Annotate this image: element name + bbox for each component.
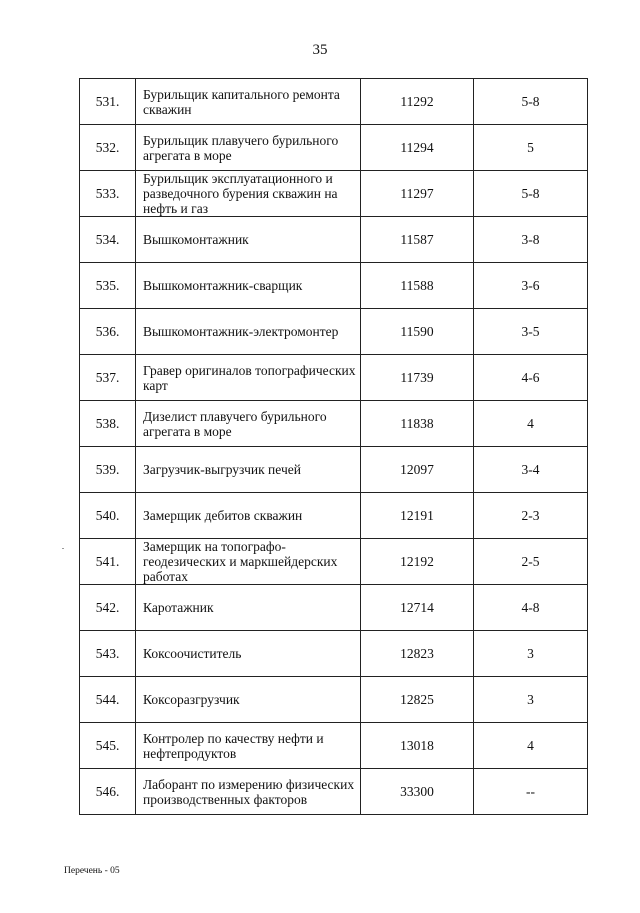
qualification-category: 2-5 <box>474 539 588 585</box>
qualification-category: 4 <box>474 723 588 769</box>
table-row <box>80 539 588 585</box>
profession-name: Замерщик дебитов скважин <box>136 493 361 539</box>
profession-code: 11588 <box>361 263 474 309</box>
table-row <box>80 125 588 171</box>
profession-name: Вышкомонтажник-сварщик <box>136 263 361 309</box>
table-row <box>80 263 588 309</box>
row-number: 541. <box>80 539 136 585</box>
profession-code: 12825 <box>361 677 474 723</box>
profession-code: 11590 <box>361 309 474 355</box>
page-number: 35 <box>312 42 328 58</box>
table-row <box>80 769 588 815</box>
profession-name: Дизелист плавучего бурильного агрегата в море <box>136 401 361 447</box>
qualification-category: 4-8 <box>474 585 588 631</box>
qualification-category: 5-8 <box>474 79 588 125</box>
profession-name: Загрузчик-выгрузчик печей <box>136 447 361 493</box>
profession-code: 12097 <box>361 447 474 493</box>
row-number: 546. <box>80 769 136 815</box>
qualification-category: 3-6 <box>474 263 588 309</box>
profession-name: Бурильщик плавучего бурильного агрегата в море <box>136 125 361 171</box>
profession-code: 12192 <box>361 539 474 585</box>
qualification-category: 5 <box>474 125 588 171</box>
row-number: 532. <box>80 125 136 171</box>
row-number: 536. <box>80 309 136 355</box>
profession-code: 12714 <box>361 585 474 631</box>
scan-mark <box>62 548 64 549</box>
row-number: 533. <box>80 171 136 217</box>
row-number: 542. <box>80 585 136 631</box>
profession-table <box>79 78 588 815</box>
profession-name: Вышкомонтажник-электромонтер <box>136 309 361 355</box>
table-row <box>80 677 588 723</box>
table-row <box>80 79 588 125</box>
profession-code: 11294 <box>361 125 474 171</box>
qualification-category: -- <box>474 769 588 815</box>
qualification-category: 4 <box>474 401 588 447</box>
qualification-category: 5-8 <box>474 171 588 217</box>
profession-name: Бурильщик капитального ремонта скважин <box>136 79 361 125</box>
profession-code: 12823 <box>361 631 474 677</box>
profession-code: 11838 <box>361 401 474 447</box>
profession-code: 33300 <box>361 769 474 815</box>
table-row <box>80 217 588 263</box>
row-number: 545. <box>80 723 136 769</box>
row-number: 538. <box>80 401 136 447</box>
profession-name: Гравер оригиналов топографических карт <box>136 355 361 401</box>
profession-table-body <box>80 79 588 815</box>
row-number: 534. <box>80 217 136 263</box>
profession-code: 11292 <box>361 79 474 125</box>
table-row <box>80 447 588 493</box>
row-number: 537. <box>80 355 136 401</box>
qualification-category: 3-8 <box>474 217 588 263</box>
profession-name: Вышкомонтажник <box>136 217 361 263</box>
row-number: 540. <box>80 493 136 539</box>
table-row <box>80 585 588 631</box>
profession-name: Каротажник <box>136 585 361 631</box>
qualification-category: 3-5 <box>474 309 588 355</box>
profession-code: 13018 <box>361 723 474 769</box>
profession-name: Контролер по качеству нефти и нефтепродуктов <box>136 723 361 769</box>
row-number: 539. <box>80 447 136 493</box>
profession-code: 12191 <box>361 493 474 539</box>
row-number: 535. <box>80 263 136 309</box>
table-row <box>80 723 588 769</box>
table-row <box>80 171 588 217</box>
table-row <box>80 631 588 677</box>
profession-code: 11587 <box>361 217 474 263</box>
qualification-category: 4-6 <box>474 355 588 401</box>
table-row <box>80 493 588 539</box>
profession-name: Бурильщик эксплуатационного и разведочного бурения скважин на нефть и газ <box>136 171 361 217</box>
footer-label: Перечень - 05 <box>64 866 120 876</box>
table-row <box>80 309 588 355</box>
table-row <box>80 355 588 401</box>
profession-name: Замерщик на топографо-геодезических и маркшейдерских работах <box>136 539 361 585</box>
table-row <box>80 401 588 447</box>
row-number: 531. <box>80 79 136 125</box>
qualification-category: 3-4 <box>474 447 588 493</box>
qualification-category: 2-3 <box>474 493 588 539</box>
row-number: 544. <box>80 677 136 723</box>
profession-code: 11297 <box>361 171 474 217</box>
profession-name: Лаборант по измерению физических производственных факторов <box>136 769 361 815</box>
row-number: 543. <box>80 631 136 677</box>
profession-code: 11739 <box>361 355 474 401</box>
profession-name: Коксоочиститель <box>136 631 361 677</box>
qualification-category: 3 <box>474 631 588 677</box>
profession-name: Коксоразгрузчик <box>136 677 361 723</box>
qualification-category: 3 <box>474 677 588 723</box>
